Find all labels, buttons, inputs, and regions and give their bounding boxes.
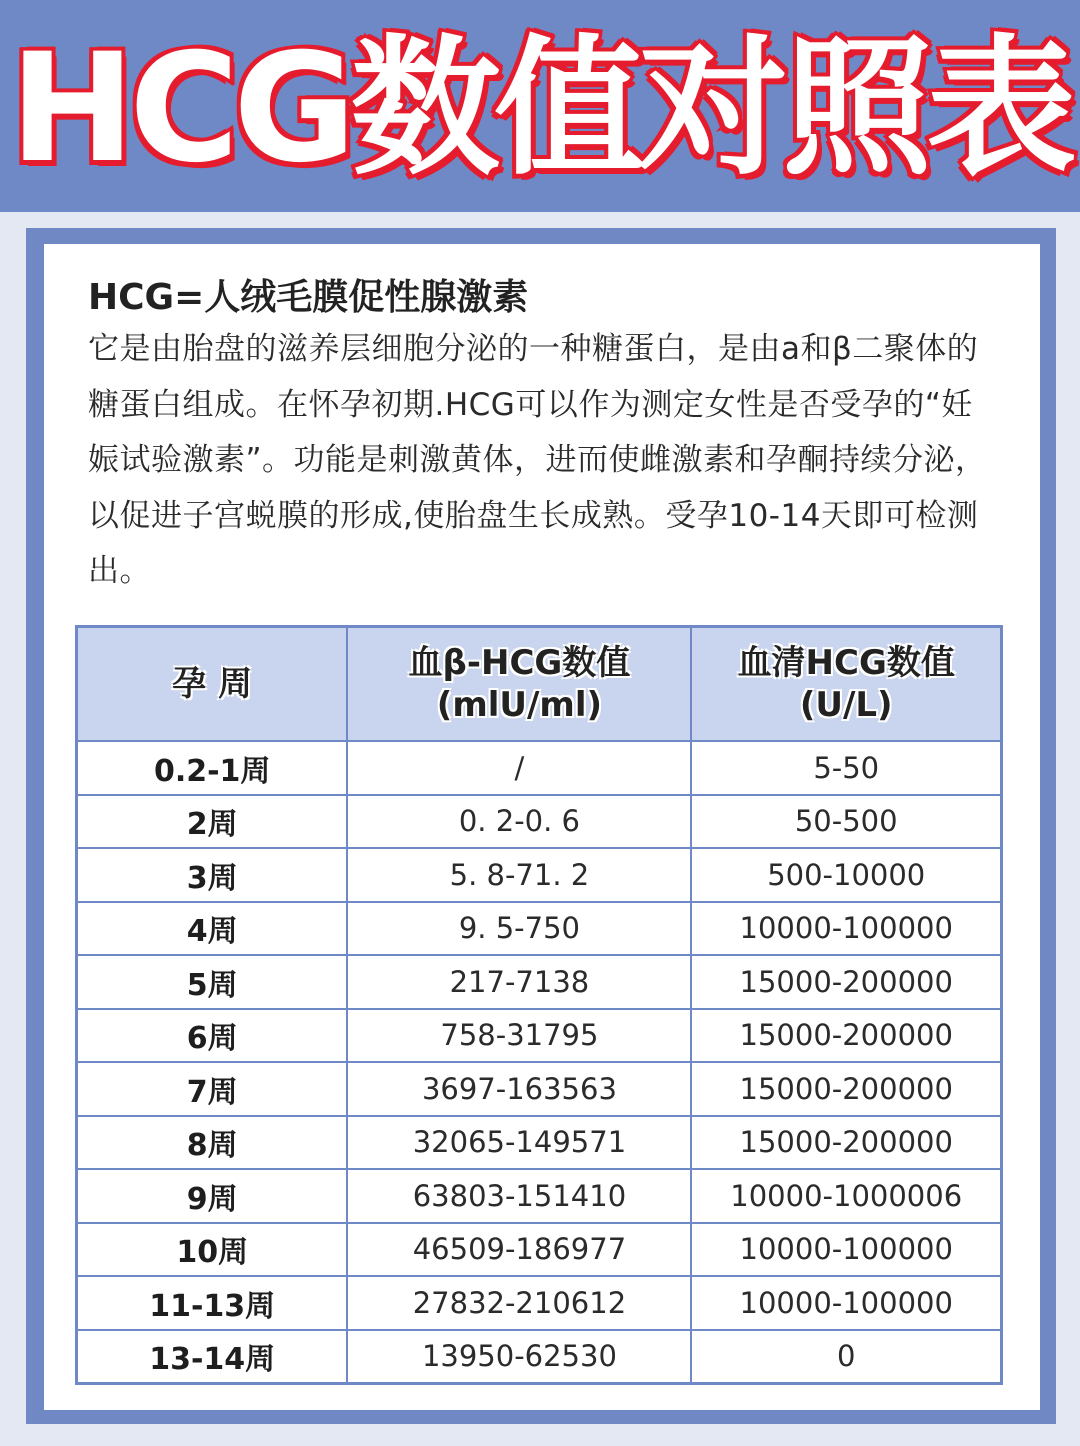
cell-week: 4周 (77, 902, 348, 956)
header-beta-hcg-unit: (mlU/ml) (436, 685, 603, 725)
cell-week: 7周 (77, 1062, 348, 1116)
header-week-label: 孕 周 (172, 664, 253, 704)
table-row (77, 1330, 1002, 1384)
cell-serum: 15000-200000 (691, 1009, 1001, 1063)
cell-beta: 758-31795 (347, 1009, 691, 1063)
table-row (77, 902, 1002, 956)
cell-beta: 5. 8-71. 2 (347, 848, 691, 902)
table-row (77, 848, 1002, 902)
header-beta-hcg-title: 血β-HCG数值 (408, 643, 631, 683)
cell-beta: 217-7138 (347, 955, 691, 1009)
cell-serum: 500-10000 (691, 848, 1001, 902)
table-row (77, 1276, 1002, 1330)
cell-serum: 10000-100000 (691, 1276, 1001, 1330)
cell-beta: 0. 2-0. 6 (347, 795, 691, 849)
cell-week: 8周 (77, 1116, 348, 1170)
cell-week: 10周 (77, 1223, 348, 1277)
cell-serum: 15000-200000 (691, 1062, 1001, 1116)
cell-week: 13-14周 (77, 1330, 348, 1384)
cell-beta: 46509-186977 (347, 1223, 691, 1277)
table-row (77, 1116, 1002, 1170)
cell-week: 5周 (77, 955, 348, 1009)
table-row (77, 1062, 1002, 1116)
cell-beta: 32065-149571 (347, 1116, 691, 1170)
cell-serum: 15000-200000 (691, 955, 1001, 1009)
cell-serum: 10000-100000 (691, 1223, 1001, 1277)
cell-week: 2周 (77, 795, 348, 849)
hcg-table (75, 625, 1003, 1385)
header-beta-hcg (347, 627, 691, 742)
intro-paragraph: 它是由胎盘的滋养层细胞分泌的一种糖蛋白，是由a和β二聚体的糖蛋白组成。在怀孕初期.HCG可以作为测定女性是否受孕的“妊娠试验激素”。功能是刺激黄体，进而使雌激素和孕酮持续分泌，以促进子宫蜕膜的形成,使胎盘生长成熟。受孕10-14天即可检测出。 (88, 331, 987, 589)
header-week (77, 627, 348, 742)
table-header-row (77, 627, 1002, 742)
cell-serum: 5-50 (691, 741, 1001, 795)
table-row (77, 1169, 1002, 1223)
table-row (77, 1223, 1002, 1277)
table-row (77, 1009, 1002, 1063)
header-banner (0, 0, 1080, 212)
cell-beta: / (347, 741, 691, 795)
cell-beta: 3697-163563 (347, 1062, 691, 1116)
cell-beta: 13950-62530 (347, 1330, 691, 1384)
cell-serum: 0 (691, 1330, 1001, 1384)
header-serum-hcg-unit: (U/L) (799, 685, 893, 725)
table-row (77, 955, 1002, 1009)
cell-serum: 15000-200000 (691, 1116, 1001, 1170)
table-row (77, 741, 1002, 795)
cell-serum: 10000-1000006 (691, 1169, 1001, 1223)
cell-beta: 9. 5-750 (347, 902, 691, 956)
cell-week: 3周 (77, 848, 348, 902)
cell-beta: 27832-210612 (347, 1276, 691, 1330)
table-row (77, 795, 1002, 849)
page-title: HCG数值对照表 (9, 22, 1071, 196)
cell-beta: 63803-151410 (347, 1169, 691, 1223)
cell-serum: 10000-100000 (691, 902, 1001, 956)
cell-serum: 50-500 (691, 795, 1001, 849)
cell-week: 11-13周 (77, 1276, 348, 1330)
intro-heading: HCG=人绒毛膜促性腺激素 (88, 277, 529, 318)
header-serum-hcg-title: 血清HCG数值 (737, 643, 955, 683)
cell-week: 9周 (77, 1169, 348, 1223)
header-serum-hcg (691, 627, 1001, 742)
cell-week: 0.2-1周 (77, 741, 348, 795)
cell-week: 6周 (77, 1009, 348, 1063)
